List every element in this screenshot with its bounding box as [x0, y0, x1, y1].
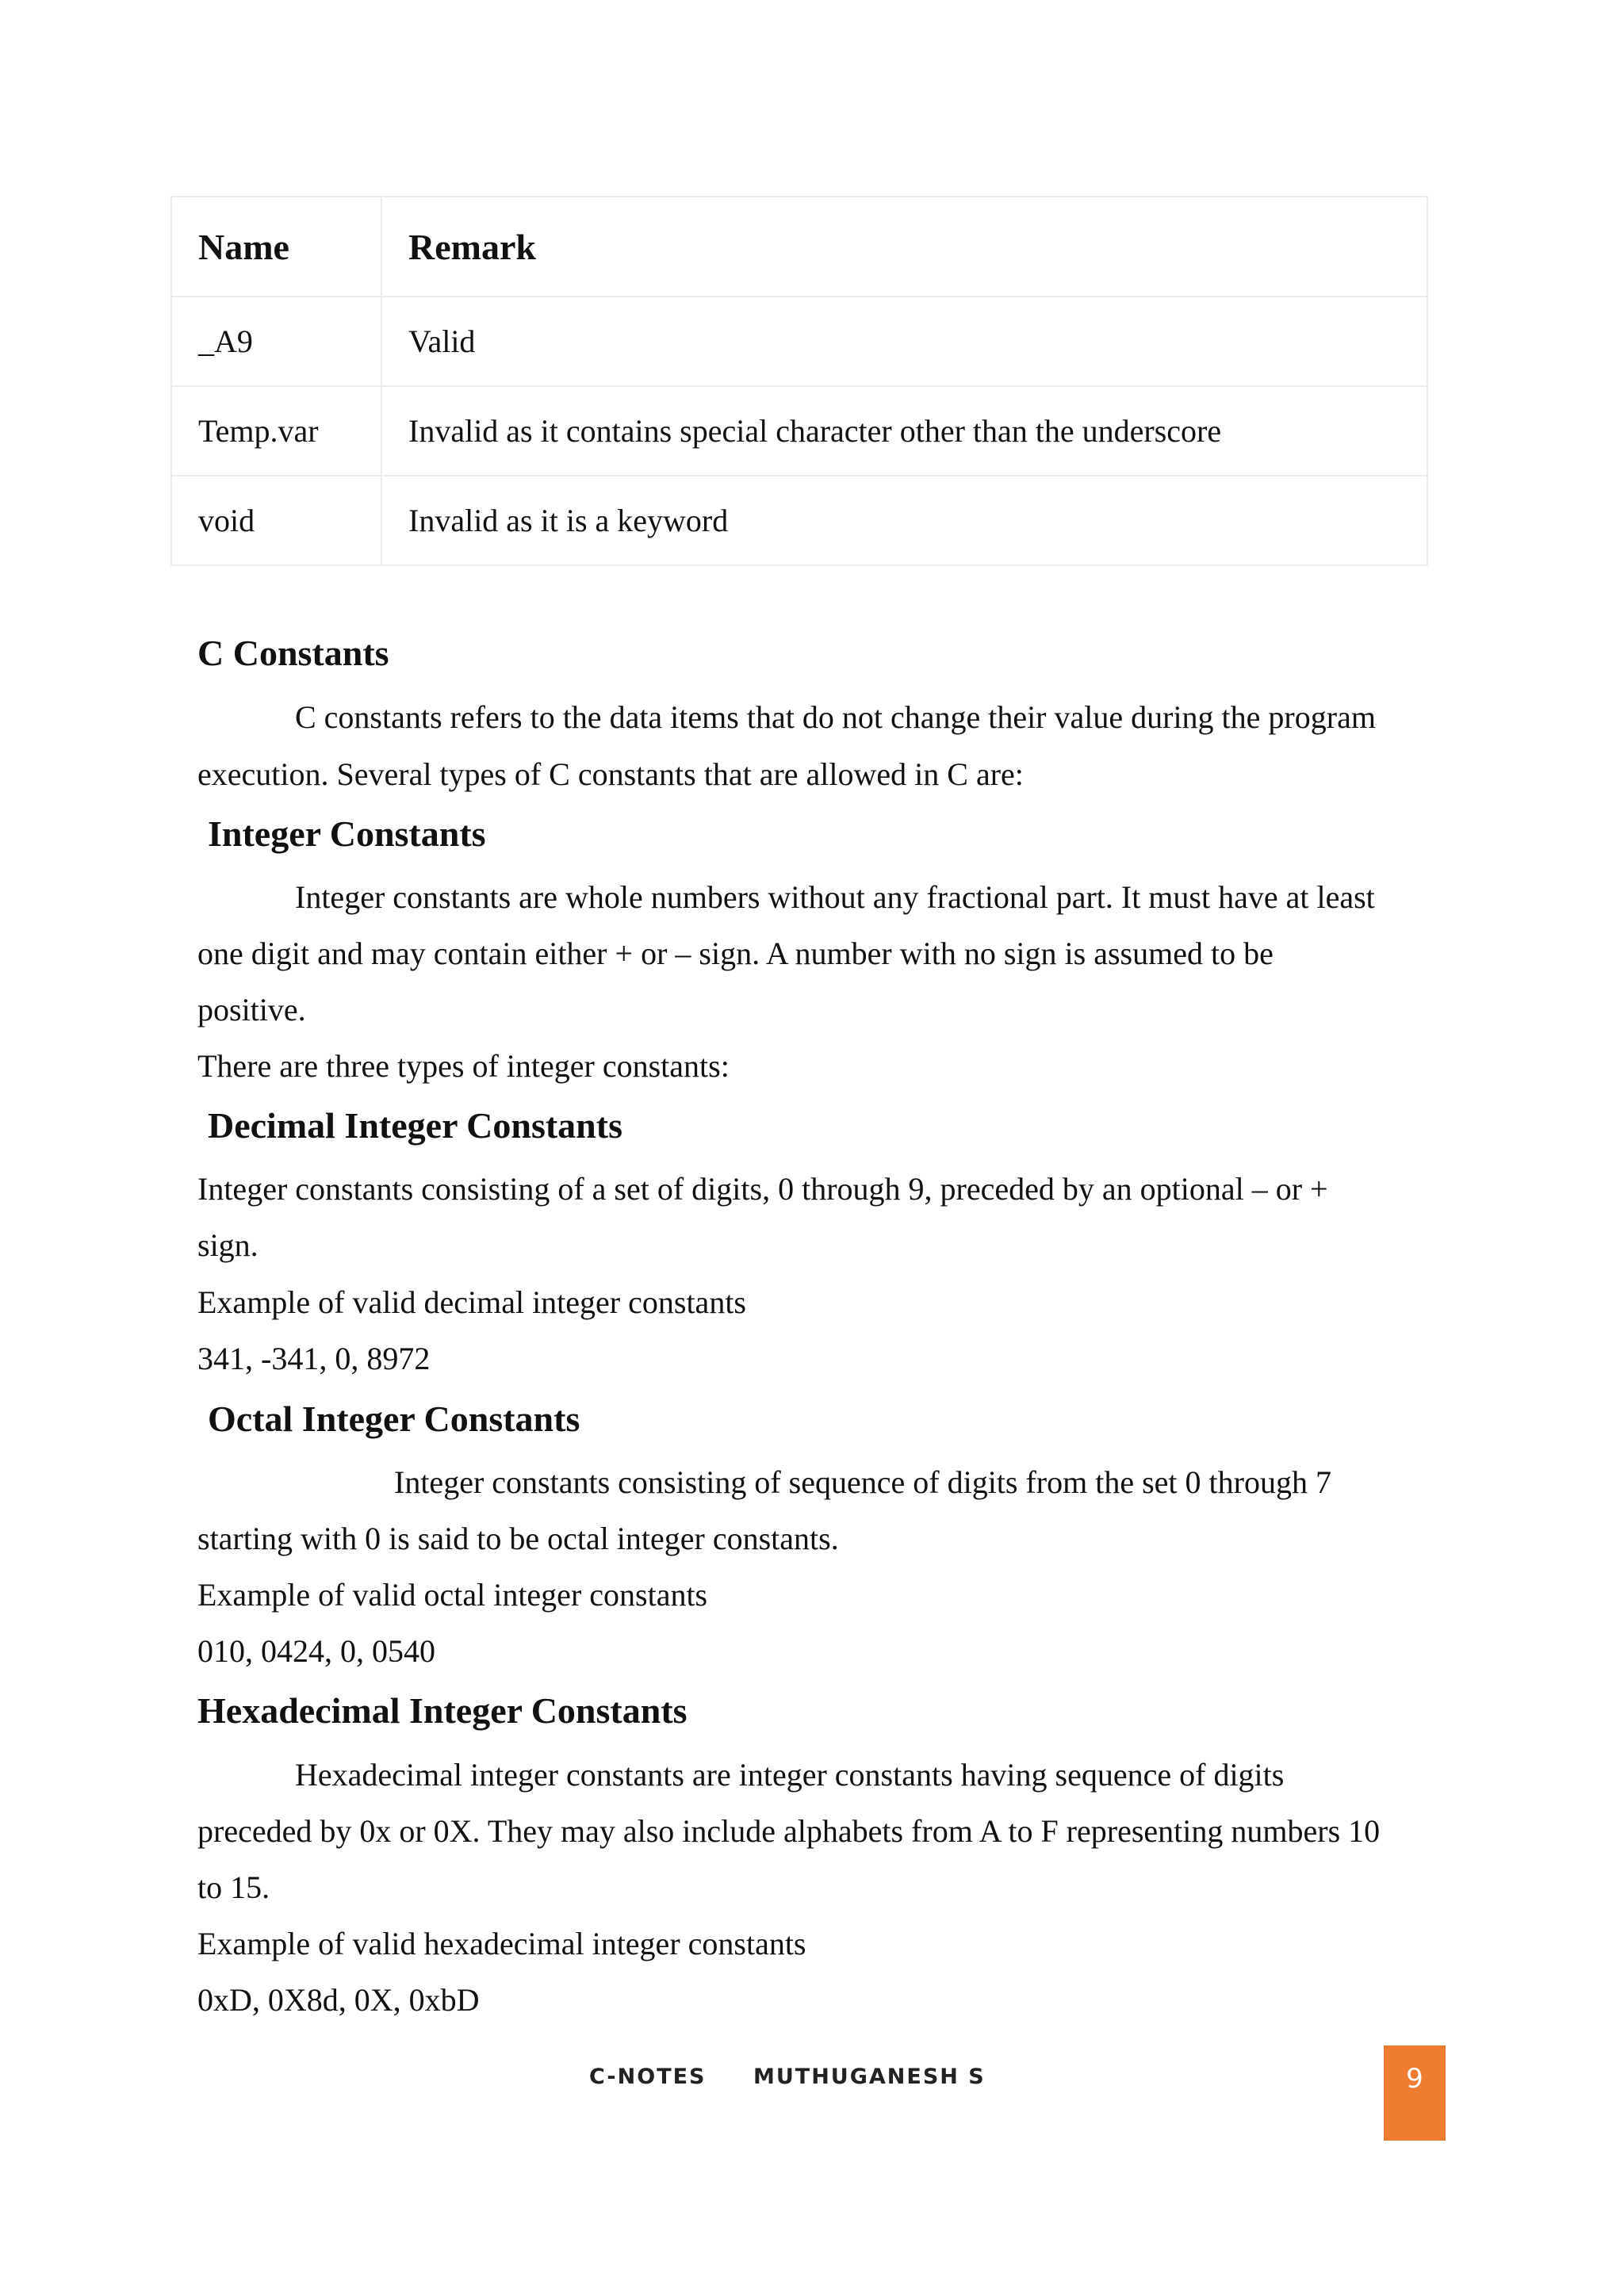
paragraph-line: positive.	[197, 992, 306, 1027]
heading-hexadecimal-integer-constants: Hexadecimal Integer Constants	[197, 1690, 688, 1731]
table-row	[171, 297, 1427, 386]
paragraph-line: Integer constants consisting of a set of digits, 0 through 9, preceded by an optional – or +	[197, 1171, 1328, 1207]
paragraph-line: Example of valid octal integer constants	[197, 1577, 708, 1613]
paragraph-line: preceded by 0x or 0X. They may also include alphabets from A to F representing numbers 10	[197, 1813, 1381, 1849]
paragraph-line: Integer constants are whole numbers without any fractional part. It must have at least	[295, 879, 1375, 915]
paragraph-line: to 15.	[197, 1869, 270, 1905]
table-cell: Valid	[381, 297, 1427, 386]
footer-title: C-NOTES	[589, 2064, 707, 2089]
paragraph-line: one digit and may contain either + or – sign. A number with no sign is assumed to be	[197, 936, 1274, 971]
paragraph-line: starting with 0 is said to be octal integer constants.	[197, 1521, 839, 1556]
heading-octal-integer-constants: Octal Integer Constants	[208, 1399, 580, 1439]
heading-decimal-integer-constants: Decimal Integer Constants	[208, 1105, 622, 1146]
example-values: 010, 0424, 0, 0540	[197, 1633, 435, 1669]
page-number: 9	[1384, 2045, 1446, 2141]
paragraph-line: execution. Several types of C constants that are allowed in C are:	[197, 756, 1024, 792]
heading-c-constants: C Constants	[197, 633, 389, 673]
paragraph-line: sign.	[197, 1227, 259, 1263]
paragraph-line: Example of valid decimal integer constants	[197, 1284, 746, 1320]
paragraph-line: Integer constants consisting of sequence of digits from the set 0 through 7	[394, 1464, 1331, 1500]
table-cell: void	[171, 476, 381, 565]
header-remark: Remark	[381, 197, 1427, 297]
table-cell: Temp.var	[171, 386, 381, 476]
table-cell: Invalid as it contains special character other than the underscore	[381, 386, 1427, 476]
table-cell: _A9	[171, 297, 381, 386]
example-values: 341, -341, 0, 8972	[197, 1341, 431, 1376]
paragraph-line: There are three types of integer constants:	[197, 1048, 730, 1084]
identifier-table	[170, 196, 1428, 566]
footer-author: MUTHUGANESH S	[753, 2064, 986, 2089]
example-values: 0xD, 0X8d, 0X, 0xbD	[197, 1982, 480, 2018]
paragraph-line: C constants refers to the data items that do not change their value during the program	[295, 699, 1376, 735]
header-name: Name	[171, 197, 381, 297]
table-row	[171, 476, 1427, 565]
paragraph-line: Example of valid hexadecimal integer constants	[197, 1926, 806, 1961]
table-cell: Invalid as it is a keyword	[381, 476, 1427, 565]
table-header-row	[171, 197, 1427, 297]
table-row	[171, 386, 1427, 476]
heading-integer-constants: Integer Constants	[208, 813, 486, 854]
paragraph-line: Hexadecimal integer constants are integer constants having sequence of digits	[295, 1757, 1285, 1793]
